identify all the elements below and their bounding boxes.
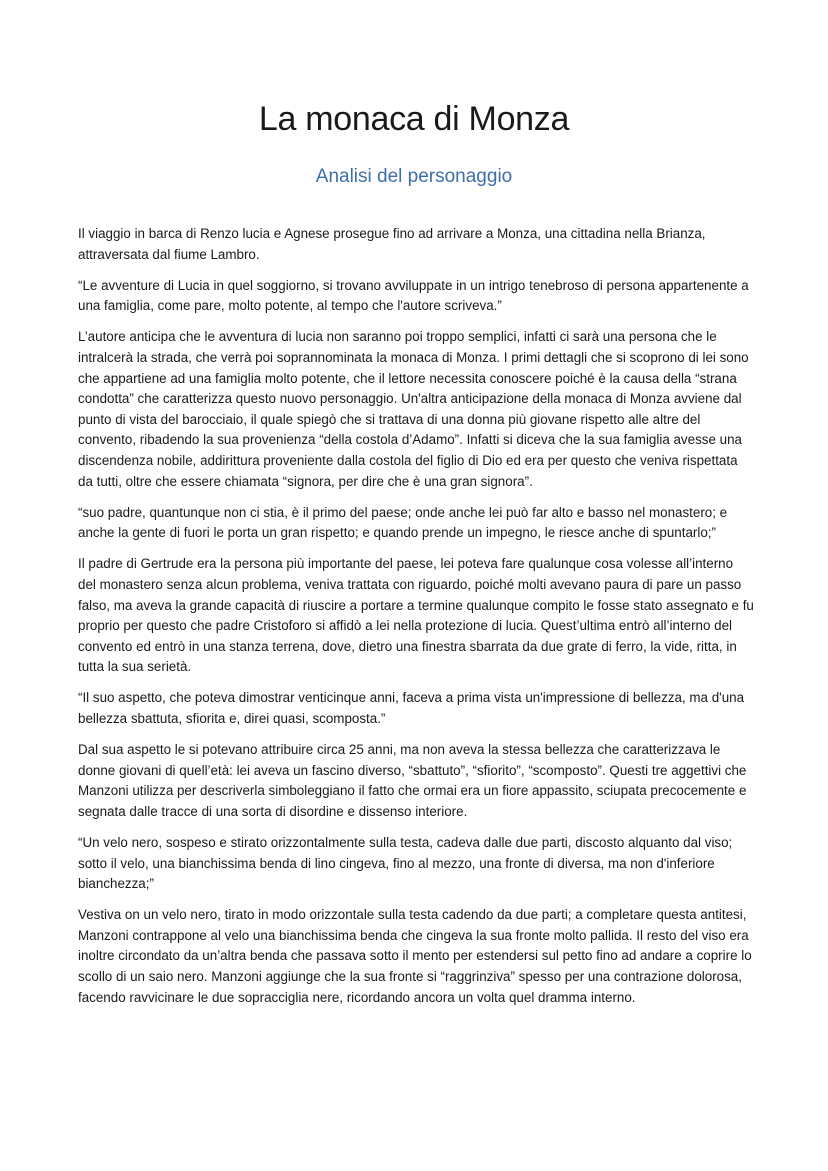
document-body	[78, 224, 754, 1019]
paragraph: Il padre di Gertrude era la persona più importante del paese, lei poteva fare qualunque cosa volesse all’interno del monastero senza alcun problema, veniva trattata con riguardo, poiché molti avevano paura di pare un passo falso, ma aveva la grande capacità di riuscire a portare a termine qualunque compito le fosse stato assegnato e fu proprio per questo che padre Cristoforo si affidò a lei nella protezione di lucia. Quest’ultima entrò all’interno del convento ed entrò in una stanza terrena, dove, dietro una finestra sbarrata da due grate di ferro, la vide, ritta, in tutta la sua serietà.	[78, 556, 754, 675]
paragraph: L’autore anticipa che le avventura di lucia non saranno poi troppo semplici, infatti ci sarà una persona che le intralcerà la strada, che verrà poi soprannominata la monaca di Monza. I primi dettagli che si scoprono di lei sono che appartiene ad una famiglia molto potente, che il lettore necessita conoscere poiché è la causa della “strana condotta” che caratterizza questo nuovo personaggio. Un'altra anticipazione della monaca di Monza avviene dal punto di vista del barocciaio, il quale spiegò che si trattava di una donna più giovane rispetto alle altre del convento, ribadendo la sua provenienza “della costola d’Adamo”. Infatti si diceva che la sua famiglia avesse una discendenza nobile, addirittura proveniente dalla costola del figlio di Dio ed era per questo che veniva rispettata da tutti, oltre che essere chiamata “signora, per dire che è una gran signora”.	[78, 329, 749, 489]
paragraph: Dal sua aspetto le si potevano attribuire circa 25 anni, ma non aveva la stessa bellezza che caratterizzava le donne giovani di quell’età: lei aveva un fascino diverso, “sbattuto”, “sfiorito”, “scomposto”. Questi tre aggettivi che Manzoni utilizza per descriverla simboleggiano il fatto che ormai era un fiore appassito, sciupata precocemente e segnata dalle tracce di una sorta di disordine e dissenso interiore.	[78, 742, 747, 819]
quote-paragraph: “suo padre, quantunque non ci stia, è il primo del paese; onde anche lei può far alto e basso nel monastero; e anche la gente di fuori le porta un gran rispetto; e quando prende un impegno, le riesce anche di spuntarlo;”	[78, 504, 728, 541]
quote-paragraph: “Le avventure di Lucia in quel soggiorno, si trovano avviluppate in un intrigo tenebroso di persona appartenente a una famiglia, come pare, molto potente, al tempo che l'autore scriveva.”	[78, 277, 749, 314]
quote-paragraph: “Un velo nero, sospeso e stirato orizzontalmente sulla testa, cadeva dalle due parti, discosto alquanto dal viso; sotto il velo, una bianchissima benda di lino cingeva, fino al mezzo, una fronte di diversa, ma non d'inferiore bianchezza;”	[78, 834, 733, 892]
paragraph: Il viaggio in barca di Renzo lucia e Agnese prosegue fino ad arrivare a Monza, una cittadina nella Brianza, attraversata dal fiume Lambro.	[78, 226, 706, 262]
document-subtitle: Analisi del personaggio	[315, 166, 513, 187]
quote-paragraph: “Il suo aspetto, che poteva dimostrar venticinque anni, faceva a prima vista un'impressione di bellezza, ma d'una bellezza sbattuta, sfiorita e, direi quasi, scomposta.”	[78, 690, 745, 726]
paragraph: Vestiva on un velo nero, tirato in modo orizzontale sulla testa cadendo da due parti; a completare questa antitesi, Manzoni contrappone al velo una bianchissima benda che cingeva la sua fronte molto pallida. Il resto del viso era inoltre circondato da un’altra benda che passava sotto il mento per estendersi sul petto fino ad andare a coprire lo scollo di un saio nero. Manzoni aggiunge che la sua fronte si “raggrinziva” spesso per una contrazione dolorosa, facendo ravvicinare le due sopracciglia nere, ricordando ancora un volta quel dramma interno.	[78, 907, 752, 1005]
document-title: La monaca di Monza	[258, 100, 570, 138]
